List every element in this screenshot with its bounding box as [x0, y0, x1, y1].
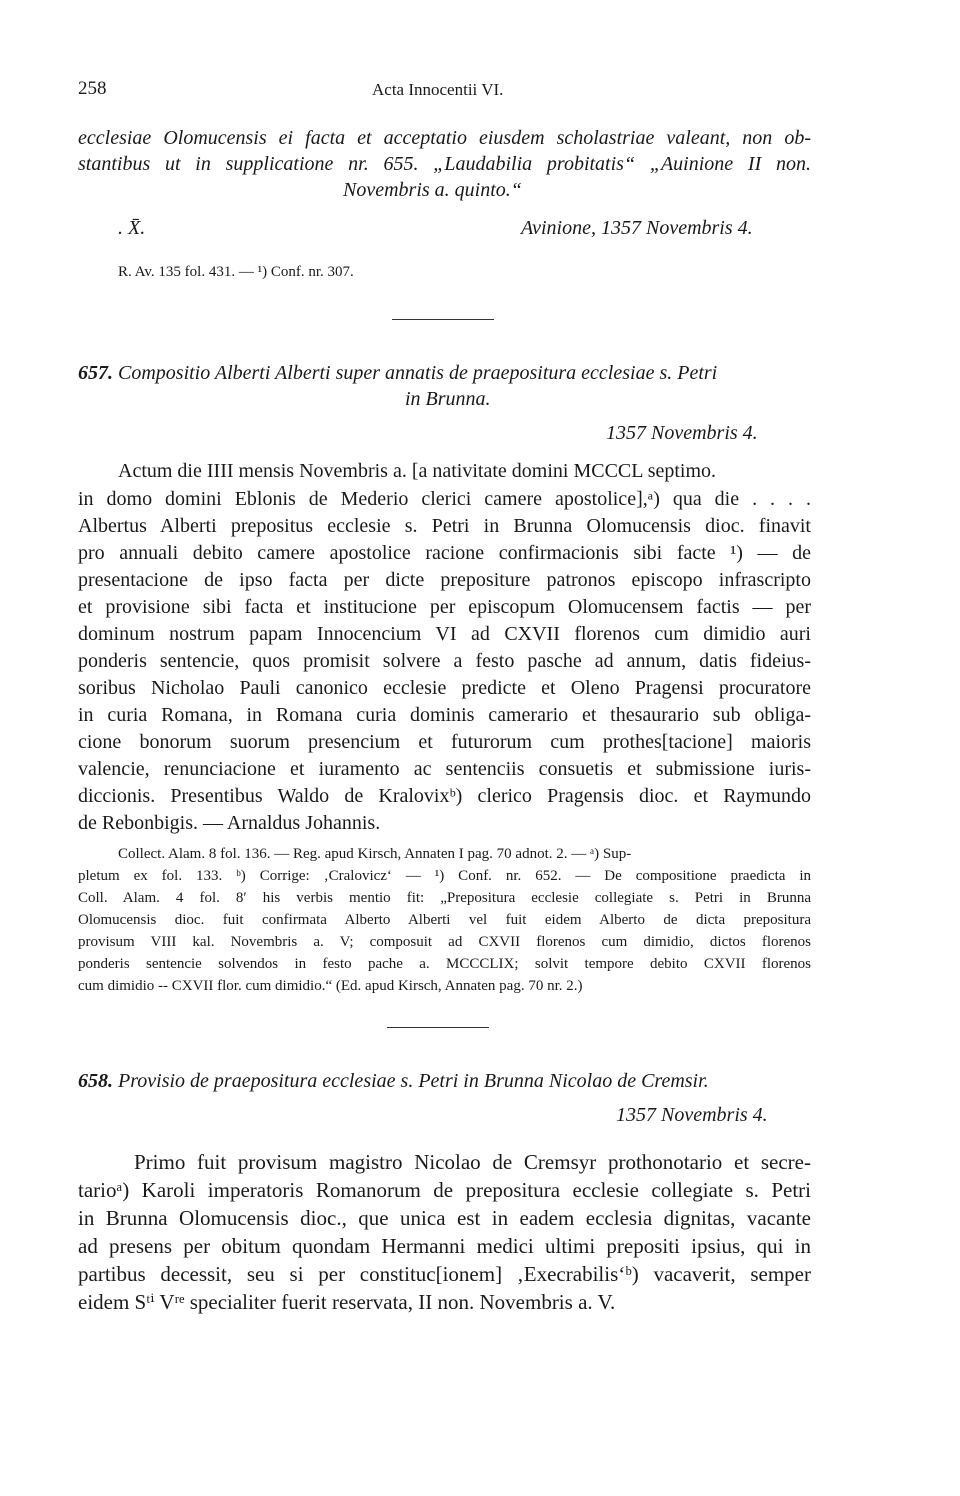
prev-entry-date: Avinione, 1357 Novembris 4.: [521, 217, 753, 239]
body-line: in curia Romana, in Romana curia dominis camerario et thesaurario sub obliga-: [78, 704, 811, 726]
body-line: ponderis sentencie, quos promisit solvere a festo pasche ad annum, datis fideius-: [78, 650, 811, 672]
footnote-line: ponderis sentencie solvendos in festo pache a. MCCCLIX; solvit tempore debito CXVII florenos: [78, 956, 811, 972]
prev-entry-mark: . X̄.: [118, 217, 146, 239]
body-line: soribus Nicholao Pauli canonico ecclesie predicte et Oleno Pragensi procuratore: [78, 677, 811, 699]
entry-657-heading: [78, 362, 811, 385]
entry-date: 1357 Novembris 4.: [616, 1104, 768, 1126]
body-line: cione bonorum suorum presencium et futurorum cum prothes[tacione] maioris: [78, 731, 811, 753]
body-line: Primo fuit provisum magistro Nicolao de Cremsyr prothonotario et secre-: [134, 1150, 811, 1174]
body-line: ad presens per obitum quondam Hermanni medici ultimi prepositi ipsius, qui in: [78, 1234, 811, 1258]
body-line: et provisione sibi facta et institucione per episcopum Olomucensem factis — per: [78, 596, 811, 618]
prev-entry-reference: R. Av. 135 fol. 431. — ¹) Conf. nr. 307.: [118, 264, 354, 280]
footnote-line: pletum ex fol. 133. ᵇ) Corrige: ‚Cralovicz‘ — ¹) Conf. nr. 652. — De compositione praedicta in: [78, 868, 811, 884]
entry-number: 658.: [78, 1070, 113, 1092]
body-line: in Brunna Olomucensis dioc., que unica est in eadem ecclesia dignitas, vacante: [78, 1206, 811, 1230]
body-line: tarioᵃ) Karoli imperatoris Romanorum de prepositura ecclesie collegiate s. Petri: [78, 1178, 811, 1202]
prev-entry-line: Novembris a. quinto.“: [343, 179, 522, 201]
body-line: partibus decessit, seu si per constituc[ionem] ‚Execrabilis‘ᵇ) vacaverit, semper: [78, 1262, 811, 1286]
body-line: valencie, renunciacione et iuramento ac sentenciis consuetis et submissione iuris-: [78, 758, 811, 780]
section-divider: [392, 319, 494, 320]
body-line: Albertus Alberti prepositus ecclesie s. Petri in Brunna Olomucensis dioc. finavit: [78, 515, 811, 537]
entry-658-heading: [78, 1070, 709, 1093]
section-divider: [387, 1027, 489, 1028]
footnote-line: Olomucensis dioc. fuit confirmata Alberto Alberti vel fuit eidem Alberto de dicta prepositura: [78, 912, 811, 928]
body-line: Actum die IIII mensis Novembris a. [a nativitate domini MCCCL septimo.: [118, 460, 717, 482]
footnote-line: Collect. Alam. 8 fol. 136. — Reg. apud Kirsch, Annaten I pag. 70 adnot. 2. — ᵃ) Sup-: [118, 846, 632, 862]
prev-entry-line: stantibus ut in supplicatione nr. 655. „Laudabilia probitatis“ „Auinione II non.: [78, 153, 811, 175]
entry-number: 657.: [78, 362, 113, 384]
body-line: presentacione de ipso facta per dicte prepositure patronos episcopo infrascripto: [78, 569, 811, 591]
body-line: eidem Sᵗⁱ Vʳᵉ specialiter fuerit reservata, II non. Novembris a. V.: [78, 1290, 616, 1314]
footnote-line: cum dimidio -- CXVII flor. cum dimidio.“ (Ed. apud Kirsch, Annaten pag. 70 nr. 2.): [78, 978, 583, 994]
entry-title: Provisio de praepositura ecclesiae s. Petri in Brunna Nicolao de Cremsir.: [118, 1070, 709, 1092]
body-line: de Rebonbigis. — Arnaldus Johannis.: [78, 812, 381, 834]
body-line: diccionis. Presentibus Waldo de Kralovixᵇ) clerico Pragensis dioc. et Raymundo: [78, 785, 811, 807]
page-number: 258: [78, 78, 107, 99]
body-line: dominum nostrum papam Innocencium VI ad CXVII florenos cum dimidio auri: [78, 623, 811, 645]
footnote-line: Coll. Alam. 4 fol. 8′ his verbis mentio fit: „Prepositura ecclesie collegiate s. Petri in Brunna: [78, 890, 811, 906]
prev-entry-line: ecclesiae Olomucensis ei facta et acceptatio eiusdem scholastriae valeant, non ob-: [78, 127, 811, 149]
body-line: pro annuali debito camere apostolice racione confirmacionis sibi facte ¹) — de: [78, 542, 811, 564]
entry-title: Compositio Alberti Alberti super annatis de praepositura ecclesiae s. Petri: [118, 362, 718, 384]
entry-date: 1357 Novembris 4.: [606, 422, 758, 444]
entry-title-continued: in Brunna.: [405, 388, 491, 410]
footnote-line: provisum VIII kal. Novembris a. V; composuit ad CXVII florenos cum dimidio, dictos florenos: [78, 934, 811, 950]
body-line: in domo domini Eblonis de Mederio clerici camere apostolice],ᵃ) qua die . . . .: [78, 488, 811, 510]
running-title: Acta Innocentii VI.: [372, 80, 504, 99]
